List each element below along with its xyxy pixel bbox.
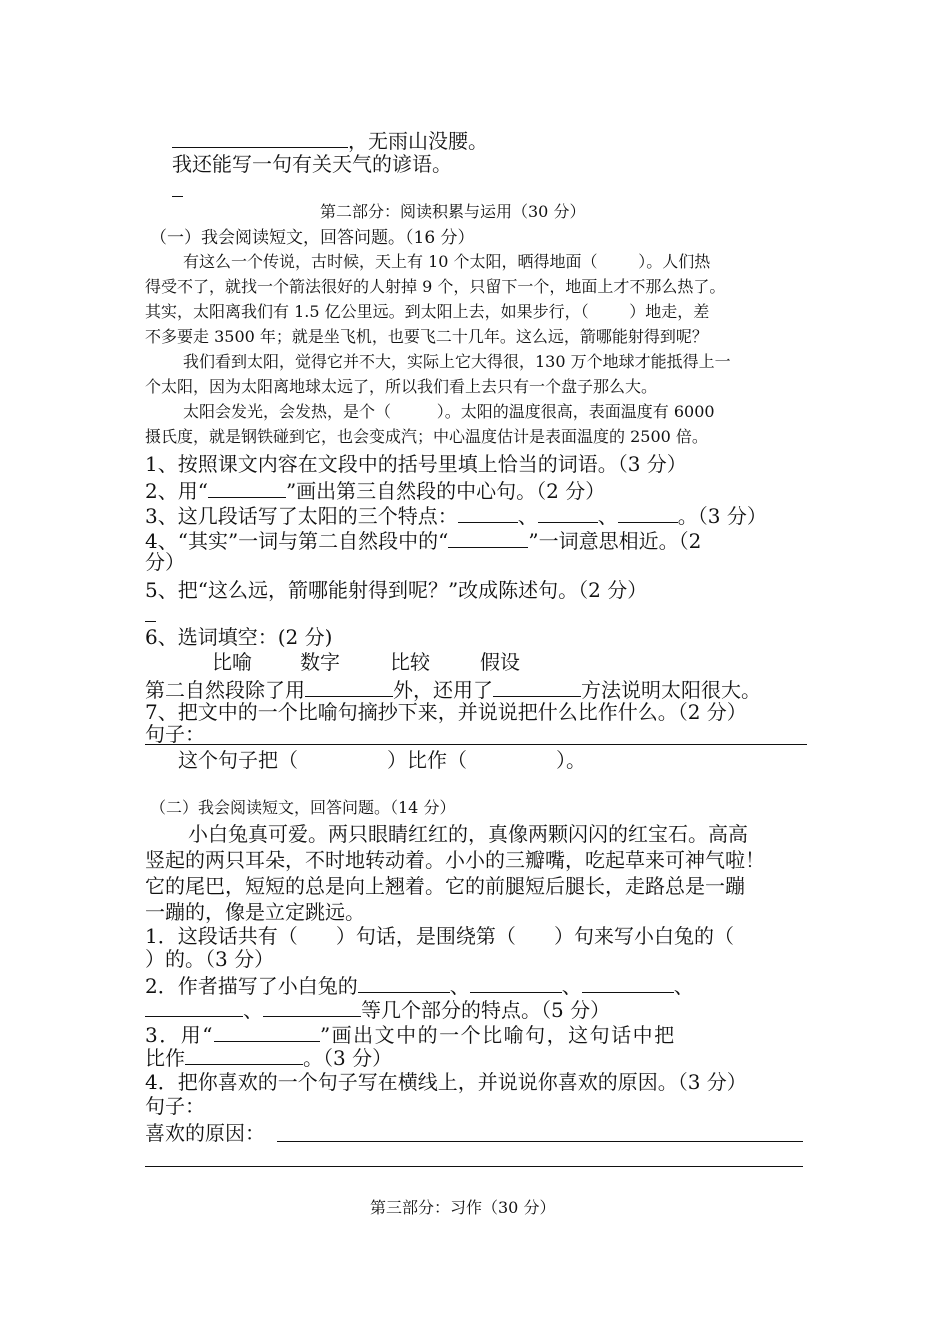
rabbit-question-3: 3．用“ ”画出文中的一个比喻句，这句话中把: [145, 1023, 676, 1047]
answer-blank[interactable]: [582, 972, 674, 993]
rabbit-question-3-cont: 比作 。（3 分）: [145, 1046, 393, 1070]
rabbit-question-1-cont: ）的。（3 分）: [145, 947, 275, 971]
answer-blank[interactable]: [358, 972, 450, 993]
passage1-line: 得受不了，就找一个箭法很好的人射掉 9 个，只留下一个，地面上才不那么热了。: [145, 277, 726, 296]
proverb-prompt: 我还能写一句有关天气的谚语。: [172, 152, 452, 176]
answer-line[interactable]: [145, 744, 807, 745]
word-option: 比较: [390, 650, 430, 674]
sentence-label: 句子：: [145, 1094, 205, 1118]
answer-blank[interactable]: [305, 676, 393, 697]
passage1-line: 摄氏度，就是钢铁碰到它，也会变成汽；中心温度估计是表面温度的 2500 倍。: [145, 427, 708, 446]
sentence-label: 句子：: [145, 722, 205, 746]
question-5: 5、把“这么远，箭哪能射得到呢？”改成陈述句。（2 分）: [145, 578, 648, 602]
answer-blank[interactable]: [458, 502, 518, 523]
question-2: 2、用“ ”画出第三自然段的中心句。（2 分）: [145, 479, 606, 503]
question-4-cont: 分）: [145, 550, 185, 574]
question-1: 1、按照课文内容在文段中的括号里填上恰当的词语。（3 分）: [145, 452, 687, 476]
rabbit-question-1: 1．这段话共有（ ）句话，是围绕第（ ）句来写小白兔的（: [145, 924, 735, 948]
answer-line[interactable]: [145, 621, 156, 622]
passage1-line: 有这么一个传说，古时候，天上有 10 个太阳，晒得地面（ ）。人们热: [183, 252, 711, 271]
passage1-line: 个太阳，因为太阳离地球太远了，所以我们看上去只有一个盘子那么大。: [145, 377, 658, 396]
answer-blank[interactable]: [214, 1021, 320, 1042]
rabbit-question-2: 2．作者描写了小白兔的 、 、 、: [145, 974, 694, 998]
answer-blank[interactable]: [493, 676, 581, 697]
rabbit-question-2-cont: 、 等几个部分的特点。（5 分）: [145, 996, 610, 1023]
proverb-line: [172, 127, 488, 154]
answer-blank[interactable]: [618, 502, 678, 523]
passage1-line: 太阳会发光，会发热，是个（ ）。太阳的温度很高，表面温度有 6000: [183, 402, 715, 421]
answer-blank[interactable]: [185, 1044, 303, 1065]
answer-blank[interactable]: [145, 996, 243, 1017]
section2-title: （二）我会阅读短文，回答问题。（14 分）: [150, 798, 456, 817]
passage2-line: 竖起的两只耳朵，不时地转动着。小小的三瓣嘴，吃起草来可神气啦！: [145, 848, 765, 872]
answer-blank[interactable]: [470, 972, 562, 993]
passage1-line: 不多要走 3500 年；就是坐飞机，也要飞二十几年。这么远，箭哪能射得到呢？: [145, 327, 708, 346]
question-3: 3、这几段话写了太阳的三个特点： 、 、 。（3 分）: [145, 504, 767, 528]
passage2-line: 它的尾巴，短短的总是向上翘着。它的前腿短后腿长，走路总是一蹦: [145, 874, 745, 898]
passage2-line: 一蹦的，像是立定跳远。: [145, 900, 365, 924]
reason-label: 喜欢的原因：: [145, 1121, 265, 1145]
answer-blank[interactable]: [208, 477, 286, 498]
passage1-line: 其实，太阳离我们有 1.5 亿公里远。到太阳上去，如果步行，（ ）地走，差: [145, 302, 710, 321]
passage2-line: 小白兔真可爱。两只眼睛红红的，真像两颗闪闪的红宝石。高高: [188, 822, 748, 846]
rabbit-question-4: 4．把你喜欢的一个句子写在横线上，并说说你喜欢的原因。（3 分）: [145, 1070, 747, 1094]
part2-title: 第二部分：阅读积累与运用（30 分）: [320, 202, 586, 221]
answer-blank[interactable]: [538, 502, 598, 523]
question-6: 6、选词填空：(2 分): [145, 625, 333, 649]
word-option: 假设: [480, 650, 520, 674]
answer-blank[interactable]: [263, 996, 361, 1017]
question-7: 7、把文中的一个比喻句摘抄下来，并说说把什么比作什么。（2 分）: [145, 700, 747, 724]
answer-line[interactable]: [145, 1166, 803, 1167]
section1-title: （一）我会阅读短文，回答问题。（16 分）: [150, 228, 475, 248]
compare-line: 这个句子把（ ）比作（ ）。: [178, 748, 587, 772]
answer-line[interactable]: [277, 1141, 803, 1142]
word-option: 数字: [300, 650, 340, 674]
part3-title: 第三部分：习作（30 分）: [370, 1198, 556, 1217]
passage1-line: 我们看到太阳，觉得它并不大，实际上它大得很，130 万个地球才能抵得上一: [183, 352, 731, 371]
word-option: 比喻: [212, 650, 252, 674]
proverb-text: ，无雨山没腰。: [348, 129, 488, 153]
answer-line[interactable]: [172, 196, 183, 197]
answer-blank[interactable]: [172, 127, 348, 148]
question-6-fill: 第二自然段除了用 外，还用了 方法说明太阳很大。: [145, 678, 761, 702]
answer-blank[interactable]: [448, 527, 528, 548]
question-4: 4、“其实”一词与第二自然段中的“ ”一词意思相近。（2: [145, 529, 702, 553]
